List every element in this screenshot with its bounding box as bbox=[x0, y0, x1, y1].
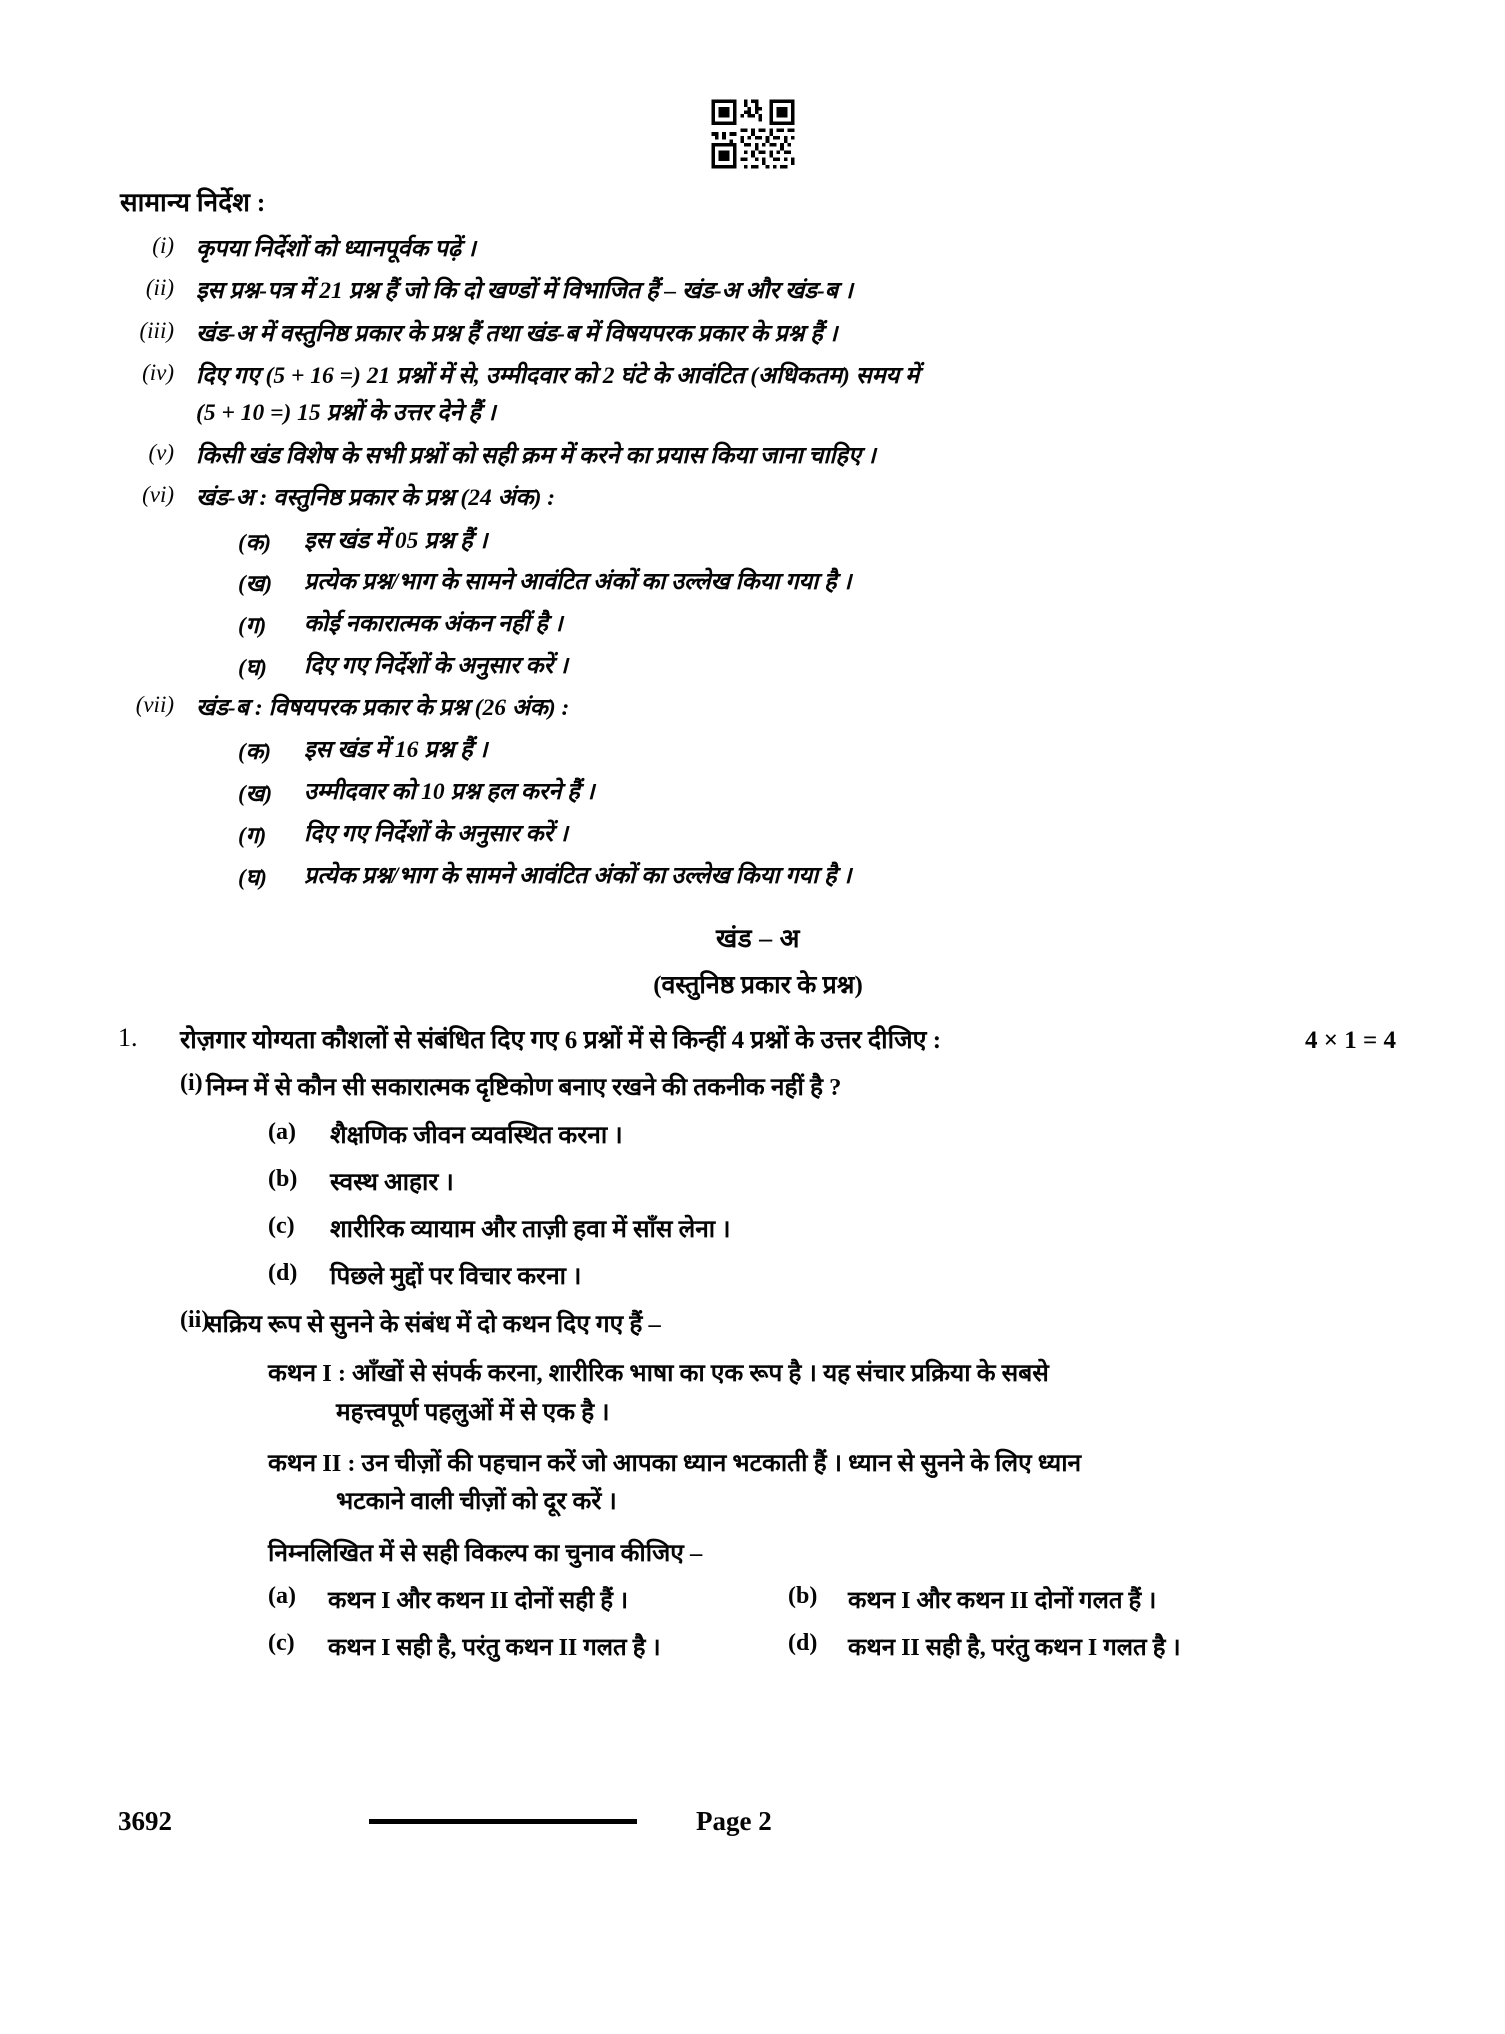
part-text: सक्रिय रूप से सुनने के संबंध में दो कथन दिए गए हैं – bbox=[206, 1310, 661, 1338]
instruction-text: किसी खंड विशेष के सभी प्रश्नों को सही क्रम में करने का प्रयास किया जाना चाहिए । bbox=[196, 442, 876, 469]
instruction-text: कृपया निर्देशों को ध्यानपूर्वक पढ़ें । bbox=[196, 236, 476, 262]
option-a[interactable] bbox=[268, 1119, 1398, 1153]
instruction-marker: (vii) bbox=[135, 692, 174, 718]
sub-text: कोई नकारात्मक अंकन नहीं है । bbox=[304, 611, 563, 638]
page-content bbox=[118, 183, 1398, 1663]
option-c[interactable] bbox=[268, 1630, 788, 1663]
option-marker: (c) bbox=[268, 1630, 295, 1657]
question-1 bbox=[118, 1023, 1398, 1663]
option-c[interactable] bbox=[268, 1213, 1398, 1247]
option-marker: (d) bbox=[268, 1260, 298, 1287]
section-heading-block bbox=[118, 919, 1398, 1001]
sub-marker: (क) bbox=[238, 739, 271, 765]
option-text: शारीरिक व्यायाम और ताज़ी हवा में साँस लेना । bbox=[330, 1216, 731, 1244]
question-1-stem-row bbox=[118, 1023, 1398, 1058]
part-marker: (ii) bbox=[180, 1306, 210, 1333]
option-text: कथन I सही है, परंतु कथन II गलत है । bbox=[328, 1635, 661, 1662]
page-number: Page 2 bbox=[696, 1806, 772, 1836]
option-marker: (b) bbox=[268, 1165, 298, 1192]
option-text: कथन II सही है, परंतु कथन I गलत है । bbox=[848, 1635, 1181, 1662]
sub-marker: (ग) bbox=[238, 613, 267, 639]
footer-divider-container bbox=[368, 1819, 638, 1824]
sub-marker: (घ) bbox=[238, 865, 267, 891]
sub-text: प्रत्येक प्रश्न/भाग के सामने आवंटित अंकों का उल्लेख किया गया है । bbox=[304, 569, 852, 596]
instruction-item-v bbox=[118, 440, 1398, 473]
instruction-item-i bbox=[118, 233, 1398, 266]
instruction-marker: (i) bbox=[152, 233, 174, 258]
instruction-item-vi bbox=[118, 482, 1398, 515]
statement-2-line-2: भटकाने वाली चीज़ों को दूर करें । bbox=[336, 1488, 617, 1516]
section-title: खंड – अ bbox=[715, 924, 801, 953]
instruction-vii-sub-gha bbox=[238, 860, 1398, 893]
options-row-1 bbox=[268, 1583, 1398, 1616]
option-text: शैक्षणिक जीवन व्यवस्थित करना । bbox=[330, 1121, 623, 1149]
question-stem-text: रोज़गार योग्यता कौशलों से संबंधित दिए गए 6 प्रश्नों में से किन्हीं 4 प्रश्नों के उत्तर दीजिए : bbox=[180, 1027, 942, 1054]
instruction-text: इस प्रश्न-पत्र में 21 प्रश्न हैं जो कि दो खण्डों में विभाजित हैं – खंड-अ और खंड-ब । bbox=[196, 278, 853, 305]
option-text: स्वस्थ आहार । bbox=[330, 1168, 454, 1196]
sub-text: उम्मीदवार को 10 प्रश्न हल करने हैं । bbox=[304, 779, 595, 806]
sub-text: प्रत्येक प्रश्न/भाग के सामने आवंटित अंकों का उल्लेख किया गया है । bbox=[304, 863, 852, 890]
question-1-part-i bbox=[118, 1070, 1398, 1106]
instruction-vii-sub-ga bbox=[238, 818, 1398, 851]
options-row-2 bbox=[268, 1630, 1398, 1663]
statement-1 bbox=[268, 1356, 1398, 1393]
section-subtitle: (वस्तुनिष्ठ प्रकार के प्रश्न) bbox=[653, 972, 863, 999]
option-a[interactable] bbox=[268, 1583, 788, 1616]
sub-marker: (ग) bbox=[238, 823, 267, 849]
question-number: 1. bbox=[118, 1023, 138, 1052]
sub-marker: (ख) bbox=[238, 571, 273, 597]
instruction-text-line-1: दिए गए (5 + 16 =) 21 प्रश्नों में से, उम्मीदवार को 2 घंटे के आवंटित (अधिकतम) समय में bbox=[196, 363, 920, 390]
sub-text: इस खंड में 05 प्रश्न हैं । bbox=[304, 527, 488, 554]
statement-1-line-2: महत्त्वपूर्ण पहलुओं में से एक है । bbox=[336, 1398, 610, 1426]
statement-label: कथन II : bbox=[268, 1449, 356, 1477]
option-d[interactable] bbox=[268, 1260, 1398, 1294]
instruction-text: खंड-ब : विषयपरक प्रकार के प्रश्न (26 अंक) : bbox=[196, 695, 570, 722]
sub-marker: (क) bbox=[238, 529, 271, 555]
qr-code-icon bbox=[707, 96, 799, 172]
option-marker: (a) bbox=[268, 1583, 296, 1610]
instruction-item-iii bbox=[118, 318, 1398, 351]
instruction-text: खंड-अ : वस्तुनिष्ठ प्रकार के प्रश्न (24 अंक) : bbox=[196, 485, 556, 512]
part-marker: (i) bbox=[180, 1070, 203, 1096]
qr-code-container bbox=[0, 96, 1505, 172]
instruction-marker: (ii) bbox=[145, 275, 174, 301]
instruction-marker: (iii) bbox=[139, 317, 174, 343]
instruction-marker: (vi) bbox=[142, 482, 174, 508]
option-b[interactable] bbox=[268, 1166, 1398, 1200]
instruction-text: खंड-अ में वस्तुनिष्ठ प्रकार के प्रश्न हैं तथा खंड-ब में विषयपरक प्रकार के प्रश्न हैं । bbox=[196, 320, 838, 347]
sub-text: दिए गए निर्देशों के अनुसार करें । bbox=[304, 821, 568, 848]
paper-code: 3692 bbox=[118, 1806, 172, 1836]
statement-2 bbox=[268, 1446, 1398, 1483]
question-marks: 4 × 1 = 4 bbox=[1305, 1027, 1396, 1054]
page-footer bbox=[118, 1806, 1387, 1837]
statement-label: कथन I : bbox=[268, 1360, 347, 1388]
statement-text-line-1: आँखों से संपर्क करना, शारीरिक भाषा का एक रूप है । यह संचार प्रक्रिया के सबसे bbox=[352, 1360, 1049, 1388]
instruction-marker: (iv) bbox=[142, 360, 174, 386]
instruction-marker: (v) bbox=[148, 439, 174, 465]
sub-marker: (ख) bbox=[238, 781, 273, 807]
option-d[interactable] bbox=[788, 1630, 1398, 1663]
option-text: कथन I और कथन II दोनों सही हैं । bbox=[328, 1588, 629, 1615]
footer-divider bbox=[369, 1819, 637, 1824]
question-1-part-ii bbox=[118, 1307, 1398, 1343]
sub-text: इस खंड में 16 प्रश्न हैं । bbox=[304, 737, 488, 764]
instruction-item-iv bbox=[118, 360, 1398, 431]
instruction-vii-sub-kha bbox=[238, 776, 1398, 809]
option-text: पिछले मुद्दों पर विचार करना । bbox=[330, 1263, 582, 1291]
sub-text: दिए गए निर्देशों के अनुसार करें । bbox=[304, 653, 568, 680]
choose-option-instruction: निम्नलिखित में से सही विकल्प का चुनाव कीजिए – bbox=[268, 1540, 703, 1568]
option-marker: (d) bbox=[788, 1630, 818, 1657]
sub-marker: (घ) bbox=[238, 655, 267, 681]
instruction-item-vii bbox=[118, 692, 1398, 725]
instruction-item-ii bbox=[118, 275, 1398, 308]
instruction-vi-sub-gha bbox=[238, 650, 1398, 683]
part-text: निम्न में से कौन सी सकारात्मक दृष्टिकोण बनाए रखने की तकनीक नहीं है ? bbox=[206, 1074, 842, 1101]
option-marker: (a) bbox=[268, 1118, 296, 1145]
instruction-text-line-2: (5 + 10 =) 15 प्रश्नों के उत्तर देने हैं । bbox=[196, 400, 496, 427]
option-text: कथन I और कथन II दोनों गलत हैं । bbox=[848, 1588, 1157, 1615]
option-b[interactable] bbox=[788, 1583, 1398, 1616]
instruction-vi-sub-ga bbox=[238, 608, 1398, 641]
option-marker: (c) bbox=[268, 1213, 295, 1240]
general-instructions-heading: सामान्य निर्देश : bbox=[120, 188, 266, 217]
instruction-vi-sub-kha bbox=[238, 566, 1398, 599]
instruction-vii-sub-ka bbox=[238, 734, 1398, 767]
statement-text-line-1: उन चीज़ों की पहचान करें जो आपका ध्यान भटकाती हैं । ध्यान से सुनने के लिए ध्यान bbox=[361, 1449, 1082, 1477]
option-marker: (b) bbox=[788, 1583, 818, 1610]
instruction-vi-sub-ka bbox=[238, 525, 1398, 558]
